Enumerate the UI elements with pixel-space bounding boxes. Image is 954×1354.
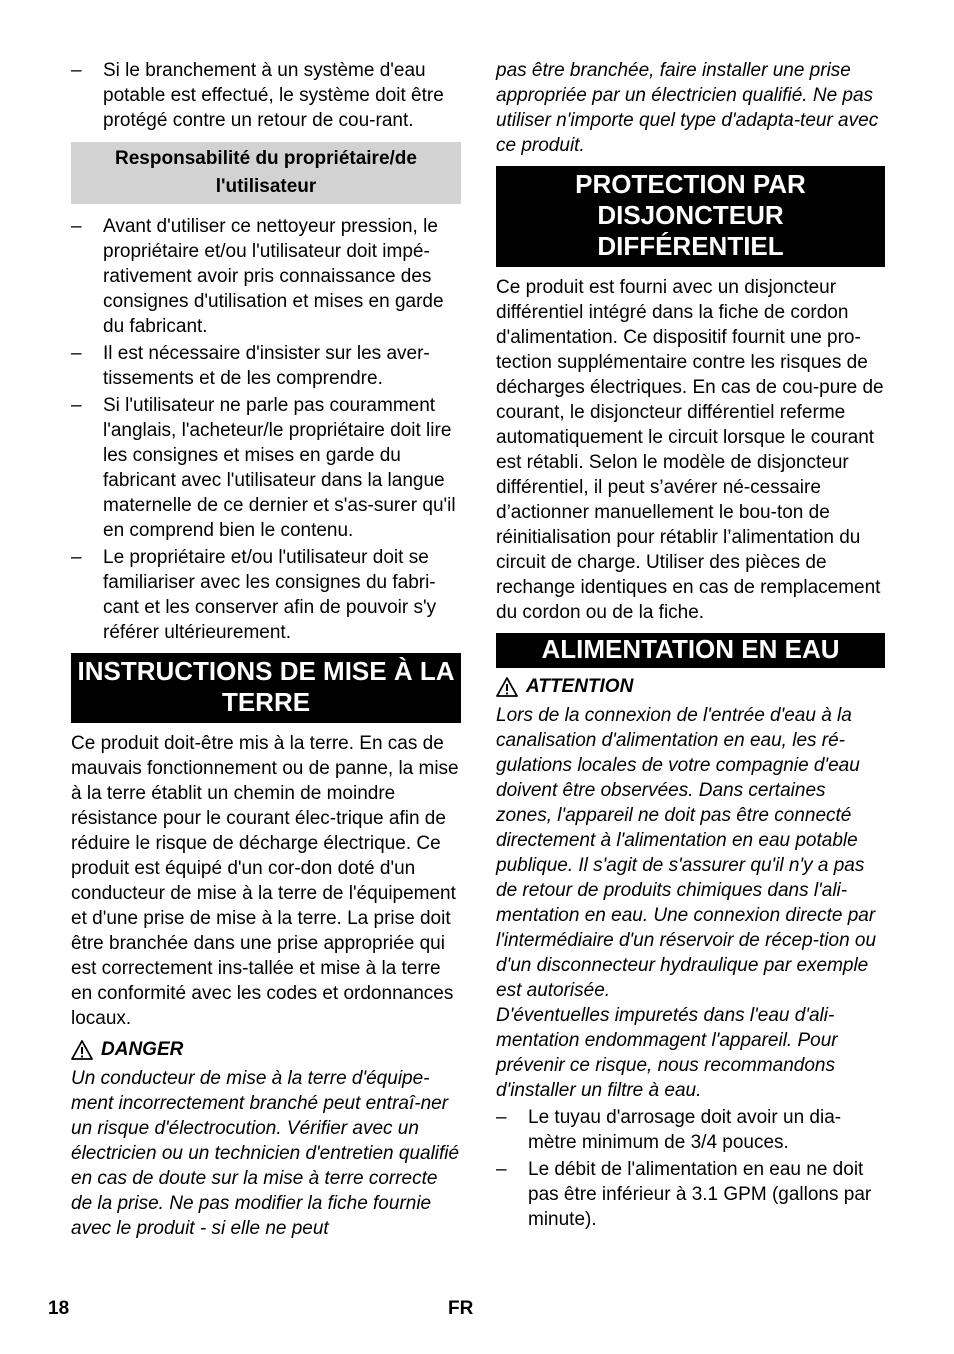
list-item: – Le tuyau d'arrosage doit avoir un dia-mètre minimum de 3/4 pouces.	[496, 1105, 885, 1155]
grounding-heading: INSTRUCTIONS DE MISE À LA TERRE	[71, 653, 461, 723]
water-supply-heading: ALIMENTATION EN EAU	[496, 633, 885, 668]
owner-responsibility-list	[71, 214, 461, 645]
left-column	[71, 58, 461, 1241]
backflow-list	[71, 58, 461, 133]
attention-text-2: D'éventuelles impuretés dans l'eau d'ali-mentation endommagent l'appareil. Pour prévenir ce risque, nous recommandons d'installer un filtre à eau.	[496, 1005, 838, 1101]
danger-text-continued: pas être branchée, faire installer une prise appropriée par un électricien qualifié. Ne pas utiliser n'importe quel type d'adapta-teur avec ce produit.	[496, 60, 879, 156]
list-item: – Si l'utilisateur ne parle pas couramment l'anglais, l'acheteur/le propriétaire doit lire les consignes et mises en garde du fabricant avec l'utilisateur dans la langue maternelle de ce dernier et s'as-surer qu'il en comprend bien le contenu.	[71, 393, 461, 543]
danger-label	[71, 1037, 461, 1062]
gfci-heading: PROTECTION PAR DISJONCTEUR DIFFÉRENTIEL	[496, 166, 885, 267]
list-item: – Le débit de l'alimentation en eau ne doit pas être inférieur à 3.1 GPM (gallons par minute).	[496, 1157, 885, 1232]
owner-responsibility-heading: Responsabilité du propriétaire/de l'utilisateur	[71, 142, 461, 204]
grounding-text: Ce produit doit-être mis à la terre. En cas de mauvais fonctionnement ou de panne, la mise à la terre établit un chemin de moindre résistance pour le courant élec-trique afin de réduire le risque de décharge électrique. Ce produit est équipé d'un cor-don doté d'un conducteur de mise à la terre de l'équipement et d'une prise de mise à la terre. La prise doit être branchée dans une prise appropriée qui est correctement ins-tallée et mise à la terre en conformité avec les codes et ordonnances locaux.	[71, 733, 459, 1029]
danger-label-text: DANGER	[101, 1039, 184, 1060]
attention-text-1: Lors de la connexion de l'entrée d'eau à la canalisation d'alimentation en eau, les ré-gulations locales de votre compagnie d'eau doivent être observées. Dans certaines zones, l'appareil ne doit pas être connecté directement à l'alimentation en eau potable publique. Il s'agit de s'assurer qu'il n'y a pas de retour de produits chimiques dans l'ali-mentation en eau. Une connexion directe par l'intermédiaire d'un réservoir de récep-tion ou d'un disconnecteur hydraulique par exemple est autorisée.	[496, 705, 877, 1001]
right-column	[496, 58, 885, 1234]
list-item: – Il est nécessaire d'insister sur les aver-tissements et de les comprendre.	[71, 341, 461, 391]
list-item: – Le propriétaire et/ou l'utilisateur doit se familiariser avec les consignes du fabri-cant et les conserver afin de pouvoir s'y référer ultérieurement.	[71, 545, 461, 645]
list-item: – Avant d'utiliser ce nettoyeur pression, le propriétaire et/ou l'utilisateur doit impé-rativement avoir pris connaissance des consignes d'utilisation et mises en garde du fabricant.	[71, 214, 461, 339]
list-item: – Si le branchement à un système d'eau potable est effectué, le système doit être protégé contre un retour de cou-rant.	[71, 58, 461, 133]
page-number: 18	[48, 1298, 70, 1319]
language-code: FR	[448, 1298, 474, 1319]
attention-label-text: ATTENTION	[526, 676, 634, 697]
water-supply-list	[496, 1105, 885, 1232]
gfci-text: Ce produit est fourni avec un disjoncteur différentiel intégré dans la fiche de cordon d'alimentation. Ce dispositif fournit une pro-tection supplémentaire contre les risques de décharges électriques. En cas de cou-pure de courant, le disjoncteur différentiel referme automatiquement le circuit lorsque le courant est rétabli. Selon le modèle de disjoncteur différentiel, il peut s’avérer né-cessaire d’actionner manuellement le bou-ton de réinitialisation pour rétablir l’alimentation du circuit de charge. Utiliser des pièces de rechange identiques en cas de remplacement du cordon ou de la fiche.	[496, 277, 884, 623]
attention-label	[496, 674, 885, 699]
warning-triangle-icon	[71, 1040, 93, 1060]
warning-triangle-icon	[496, 677, 518, 697]
danger-text: Un conducteur de mise à la terre d'équipe-ment incorrectement branché peut entraî-ner un risque d'électrocution. Vérifier avec un électricien ou un technicien d'entretien qualifié en cas de doute sur la mise à terre correcte de la prise. Ne pas modifier la fiche fournie avec le produit - si elle ne peut	[71, 1068, 460, 1239]
